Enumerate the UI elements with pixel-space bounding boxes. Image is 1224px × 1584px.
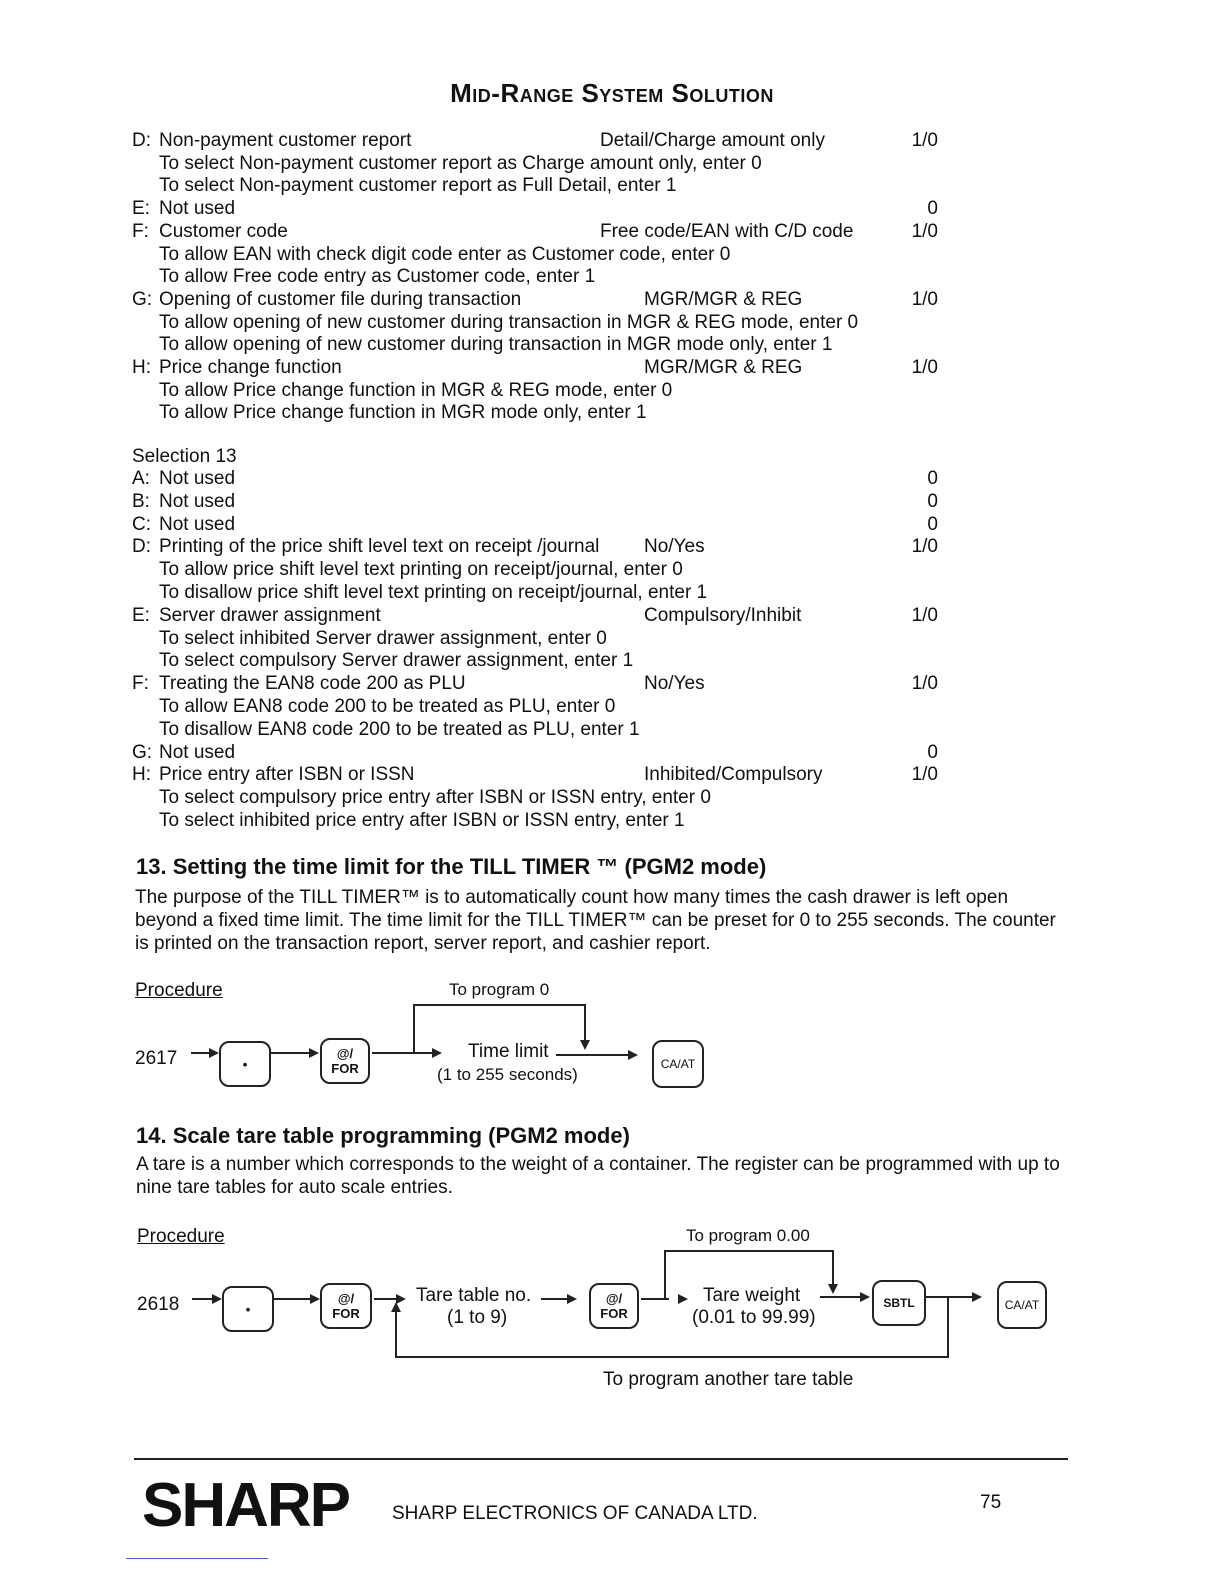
- item-description: To allow Free code entry as Customer code, enter 1: [159, 266, 596, 288]
- item-value: 1/0: [911, 673, 938, 695]
- company-name: SHARP ELECTRONICS OF CANADA LTD.: [392, 1503, 758, 1524]
- section-14-body: A tare is a number which corresponds to the weight of a container. The register can be programmed with up to nine tare tables for auto scale entries.: [136, 1154, 1060, 1198]
- item-description: To select compulsory price entry after ISBN or ISSN entry, enter 0: [159, 787, 711, 809]
- item-value: 0: [927, 468, 938, 489]
- item-value: 0: [927, 741, 938, 763]
- item-description: To allow Price change function in MGR & REG mode, enter 0: [159, 379, 673, 401]
- item-label: Customer code: [159, 220, 288, 242]
- item-label: Not used: [159, 490, 236, 512]
- item-value: 1/0: [911, 130, 938, 151]
- to-program-label: To program 0: [449, 980, 550, 999]
- footer-rule: [134, 1458, 1068, 1460]
- program-code: 2617: [135, 1048, 178, 1069]
- item-label: Non-payment customer report: [159, 130, 412, 151]
- item-key: G:: [132, 741, 153, 763]
- item-description: To allow opening of new customer during transaction in MGR mode only, enter 1: [159, 334, 833, 356]
- item-value: 1/0: [911, 764, 938, 786]
- at-for-key-3[interactable]: @/ FOR: [589, 1283, 639, 1329]
- sbtl-key[interactable]: SBTL: [872, 1280, 926, 1326]
- item-label: Price entry after ISBN or ISSN: [159, 764, 415, 786]
- tare-weight-label: Tare weight: [703, 1285, 801, 1306]
- footer-link-line: [126, 1558, 268, 1559]
- tare-weight-range: (0.01 to 99.99): [692, 1307, 816, 1328]
- item-value: 0: [927, 490, 938, 512]
- item-option: Inhibited/Compulsory: [644, 764, 823, 786]
- item-value: 1/0: [911, 357, 938, 378]
- another-tare-label: To program another tare table: [603, 1369, 854, 1390]
- item-description: To select Non-payment customer report as Charge amount only, enter 0: [159, 152, 762, 174]
- item-value: 1/0: [911, 604, 938, 626]
- page-title: Mid-Range System Solution: [450, 78, 774, 108]
- item-label: Price change function: [159, 357, 342, 378]
- decimal-key[interactable]: •: [219, 1041, 271, 1087]
- item-key: E:: [132, 604, 150, 626]
- sharp-logo: SHARP: [142, 1471, 350, 1540]
- item-option: Detail/Charge amount only: [600, 130, 825, 151]
- item-key: D:: [132, 536, 151, 558]
- item-key: C:: [132, 513, 151, 535]
- at-for-key-2[interactable]: @/ FOR: [320, 1283, 372, 1329]
- item-key: H:: [132, 764, 151, 786]
- program-code-2: 2618: [137, 1294, 180, 1315]
- item-value: 1/0: [911, 536, 938, 558]
- at-for-key[interactable]: @/ FOR: [320, 1038, 370, 1084]
- ca-at-key-2[interactable]: CA/AT: [997, 1281, 1047, 1329]
- item-option: MGR/MGR & REG: [644, 357, 803, 378]
- item-value: 0: [927, 198, 938, 220]
- item-key: E:: [132, 198, 150, 220]
- item-option: Free code/EAN with C/D code: [600, 220, 854, 242]
- item-label: Treating the EAN8 code 200 as PLU: [159, 673, 466, 695]
- item-description: To allow opening of new customer during transaction in MGR & REG mode, enter 0: [159, 311, 859, 333]
- section-14-heading: 14. Scale tare table programming (PGM2 mode): [136, 1123, 630, 1148]
- item-option: MGR/MGR & REG: [644, 288, 803, 310]
- procedure-label: Procedure: [135, 980, 223, 1001]
- page-number: 75: [980, 1492, 1002, 1513]
- item-label: Server drawer assignment: [159, 604, 381, 626]
- item-description: To disallow price shift level text printing on receipt/journal, enter 1: [159, 582, 708, 603]
- item-description: To select Non-payment customer report as Full Detail, enter 1: [159, 175, 677, 197]
- to-program-label-2: To program 0.00: [686, 1226, 810, 1245]
- selection-13-heading: Selection 13: [132, 446, 237, 467]
- item-key: F:: [132, 220, 149, 242]
- item-description: To allow Price change function in MGR mode only, enter 1: [159, 402, 647, 424]
- item-key: B:: [132, 490, 150, 512]
- item-description: To select inhibited price entry after ISBN or ISSN entry, enter 1: [159, 810, 685, 831]
- item-description: To allow price shift level text printing on receipt/journal, enter 0: [159, 559, 683, 581]
- item-key: A:: [132, 468, 150, 489]
- procedure-label-2: Procedure: [137, 1226, 225, 1247]
- item-label: Not used: [159, 741, 236, 763]
- item-key: D:: [132, 130, 151, 151]
- item-value: 1/0: [911, 288, 938, 310]
- time-limit-range: (1 to 255 seconds): [437, 1065, 578, 1084]
- item-value: 1/0: [911, 220, 938, 242]
- ca-at-key[interactable]: CA/AT: [652, 1040, 704, 1088]
- item-key: G:: [132, 288, 153, 310]
- decimal-key-2[interactable]: •: [222, 1286, 274, 1332]
- item-option: No/Yes: [644, 673, 705, 695]
- item-key: H:: [132, 357, 151, 378]
- item-label: Not used: [159, 198, 236, 220]
- tare-table-label: Tare table no.: [416, 1285, 532, 1306]
- item-description: To select compulsory Server drawer assignment, enter 1: [159, 650, 634, 672]
- item-option: No/Yes: [644, 536, 705, 558]
- item-description: To disallow EAN8 code 200 to be treated as PLU, enter 1: [159, 718, 640, 740]
- item-value: 0: [927, 513, 938, 535]
- item-description: To select inhibited Server drawer assignment, enter 0: [159, 627, 607, 649]
- section-13-heading: 13. Setting the time limit for the TILL TIMER ™ (PGM2 mode): [136, 854, 767, 879]
- item-label: Printing of the price shift level text on receipt /journal: [159, 536, 600, 558]
- item-label: Opening of customer file during transaction: [159, 288, 522, 310]
- item-label: Not used: [159, 513, 236, 535]
- item-description: To allow EAN8 code 200 to be treated as PLU, enter 0: [159, 696, 616, 717]
- item-description: To allow EAN with check digit code enter as Customer code, enter 0: [159, 243, 731, 265]
- time-limit-label: Time limit: [468, 1041, 549, 1062]
- section-13-body: The purpose of the TILL TIMER™ is to automatically count how many times the cash drawer is left open beyond a fixed time limit. The time limit for the TILL TIMER™ can be preset for 0 to 255 seconds. The counter is printed on the transaction report, server report, and cashier report.: [135, 887, 1056, 954]
- tare-table-range: (1 to 9): [447, 1307, 508, 1328]
- item-option: Compulsory/Inhibit: [644, 604, 802, 626]
- item-key: F:: [132, 673, 149, 695]
- item-label: Not used: [159, 468, 236, 489]
